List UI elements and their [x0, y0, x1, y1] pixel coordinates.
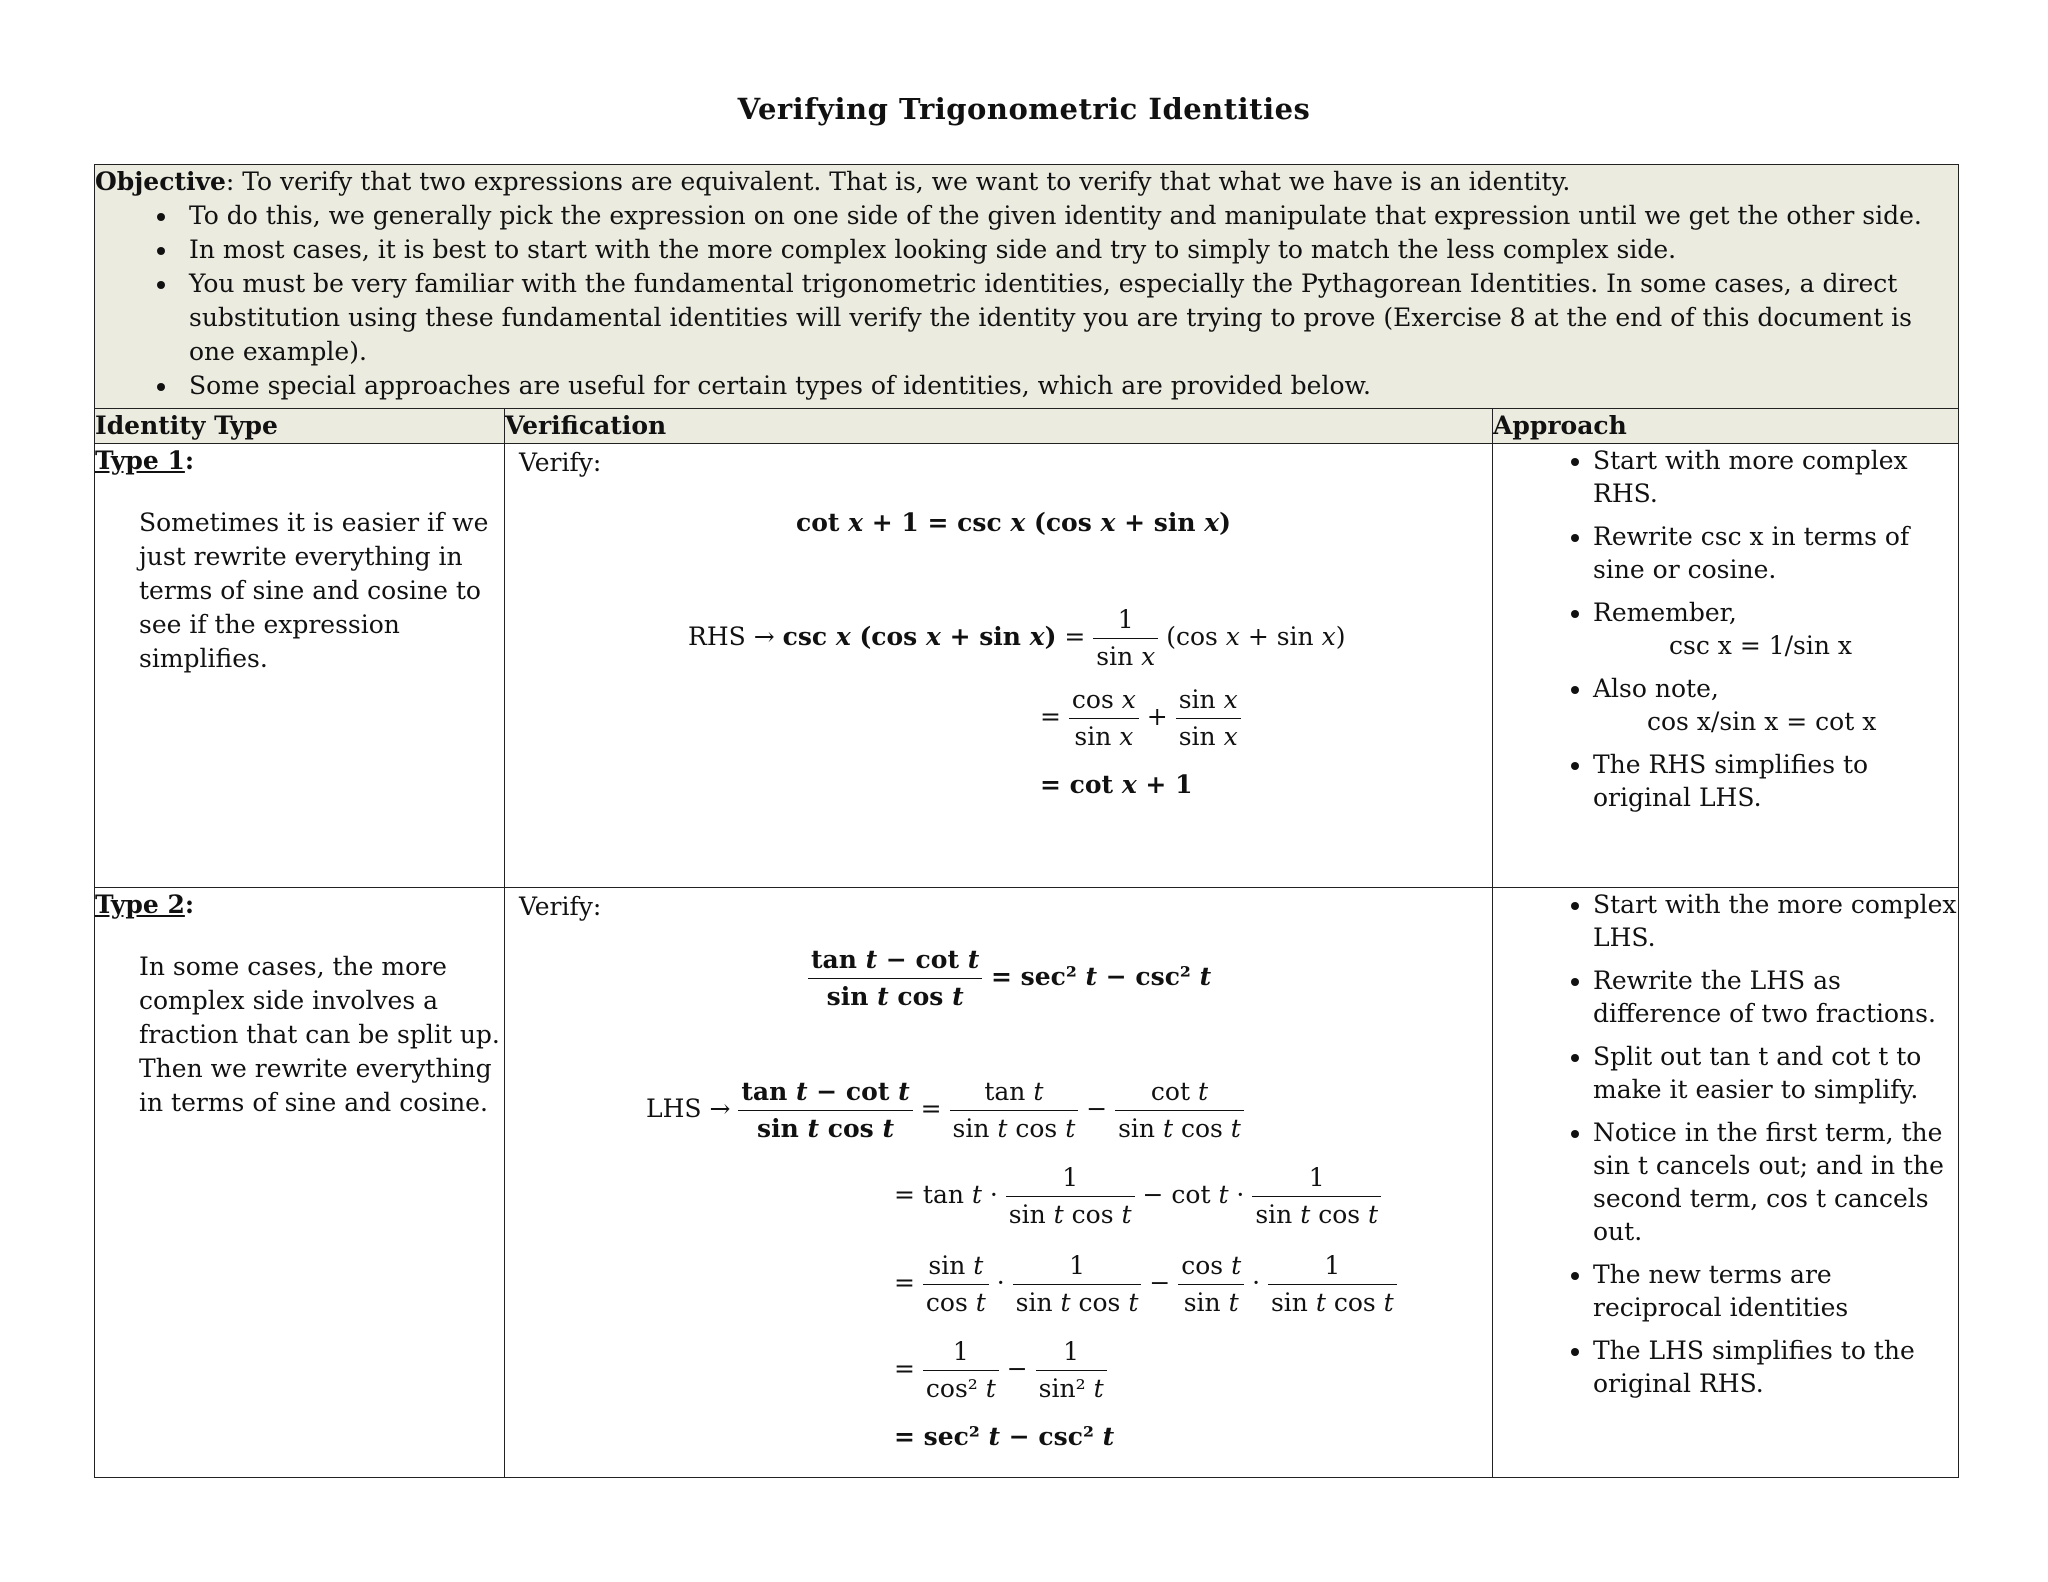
objective-bullet: • You must be very familiar with the fundamental trigonometric identities, especially the Pythagorean Identities. In some cases, a direct substitution using these fundamental identities will verify the identity you are trying to prove (Exercise 8 at the end of this document is one example). — [179, 267, 1958, 369]
type1-verify-label: Verify: — [519, 448, 602, 477]
approach-item: • Rewrite csc x in terms of sine or cosine. — [1593, 520, 1958, 586]
type1-description: Sometimes it is easier if we just rewrite everything in terms of sine and cosine to see if the expression simplifies. — [139, 508, 489, 673]
header-verification: Verification — [505, 409, 1493, 444]
type2-step-4: = $\frac{1}{\text{cos² t}}$ − $\frac{1}{\text{sin² t}}$ — [894, 1334, 1107, 1407]
type2-description: In some cases, the more complex side involves a fraction that can be split up. Then we rewrite everything in terms of sine and cosine. — [139, 952, 500, 1117]
type1-colon: : — [184, 446, 195, 475]
type2-step-5: = sec² t − csc² t — [894, 1422, 1115, 1451]
type1-step-1: RHS → csc x (cos x + sin x) = $\frac{1}{\text{sin x}}$ (cos x + sin x) — [688, 602, 1345, 675]
objective-label: Objective — [95, 167, 226, 196]
type1-approach-cell — [1493, 444, 1959, 888]
header-identity-type: Identity Type — [95, 409, 505, 444]
type2-step-2: = tan t · $\frac{1}{\text{sin t cos t}}$ − cot t · $\frac{1}{\text{sin t cos t}}$ — [894, 1160, 1381, 1233]
type1-identity-equation: cot x + 1 = csc x (cos x + sin x) — [796, 508, 1231, 537]
type2-verify-label: Verify: — [519, 892, 602, 921]
approach-item: • Split out tan t and cot t to make it easier to simplify. — [1593, 1040, 1958, 1106]
approach-item: • The new terms are reciprocal identities — [1593, 1258, 1958, 1324]
type1-step-2: = $\frac{\text{cos x}}{\text{sin x}}$ + $\frac{\text{sin x}}{\text{sin x}}$ — [1040, 682, 1241, 755]
approach-item-text: Also note, — [1593, 674, 1719, 703]
objective-bullet: • In most cases, it is best to start with the more complex looking side and try to simply to match the less complex side. — [179, 233, 1958, 267]
approach-equation: cos x/sin x = cot x — [1647, 707, 1877, 736]
approach-item — [1593, 596, 1958, 662]
approach-item: • Notice in the first term, the sin t cancels out; and in the second term, cos t cancels out. — [1593, 1116, 1958, 1248]
type1-heading: Type 1 — [95, 446, 185, 475]
type2-approach-list — [1493, 888, 1958, 1400]
type2-identity-equation: $\frac{\text{tan t − cot t}}{\text{sin t cos t}}$ = sec² t − csc² t — [808, 942, 1211, 1015]
type2-step-3: = $\frac{\text{sin t}}{\text{cos t}}$ · $\frac{1}{\text{sin t cos t}}$ − $\frac{\text{cos t}}{\text{sin t}}$ · $\frac{1}{\text{sin t cos t}}$ — [894, 1248, 1397, 1321]
header-approach: Approach — [1493, 409, 1959, 444]
approach-item: • Start with more complex RHS. — [1593, 444, 1958, 510]
type2-heading: Type 2 — [95, 890, 185, 919]
approach-item-text: Remember, — [1593, 598, 1737, 627]
approach-item: • The RHS simplifies to original LHS. — [1593, 748, 1958, 814]
approach-item: • The LHS simplifies to the original RHS. — [1593, 1334, 1958, 1400]
approach-item: • Rewrite the LHS as difference of two fractions. — [1593, 964, 1958, 1030]
approach-item: • Start with the more complex LHS. — [1593, 888, 1958, 954]
approach-item — [1593, 672, 1958, 738]
type2-approach-cell — [1493, 888, 1959, 1478]
page-title: Verifying Trigonometric Identities — [737, 92, 1311, 126]
objective-section — [95, 165, 1959, 409]
objective-bullets — [95, 199, 1958, 403]
type1-step-3: = cot x + 1 — [1040, 770, 1193, 799]
type2-cell — [95, 888, 505, 1478]
type2-step-1: LHS → $\frac{\text{tan t − cot t}}{\text{sin t cos t}}$ = $\frac{\text{tan t}}{\text{sin t cos t}}$ − $\frac{\text{cot t}}{\text{sin t cos t}}$ — [646, 1074, 1244, 1147]
type1-approach-list — [1493, 444, 1958, 814]
objective-bullet: • Some special approaches are useful for certain types of identities, which are provided below. — [179, 369, 1958, 403]
objective-text: : To verify that two expressions are equivalent. That is, we want to verify that what we have is an identity. — [225, 167, 1571, 196]
type2-colon: : — [184, 890, 195, 919]
type1-cell — [95, 444, 505, 888]
approach-equation: csc x = 1/sin x — [1669, 631, 1853, 660]
objective-bullet: • To do this, we generally pick the expression on one side of the given identity and manipulate that expression until we get the other side. — [179, 199, 1958, 233]
